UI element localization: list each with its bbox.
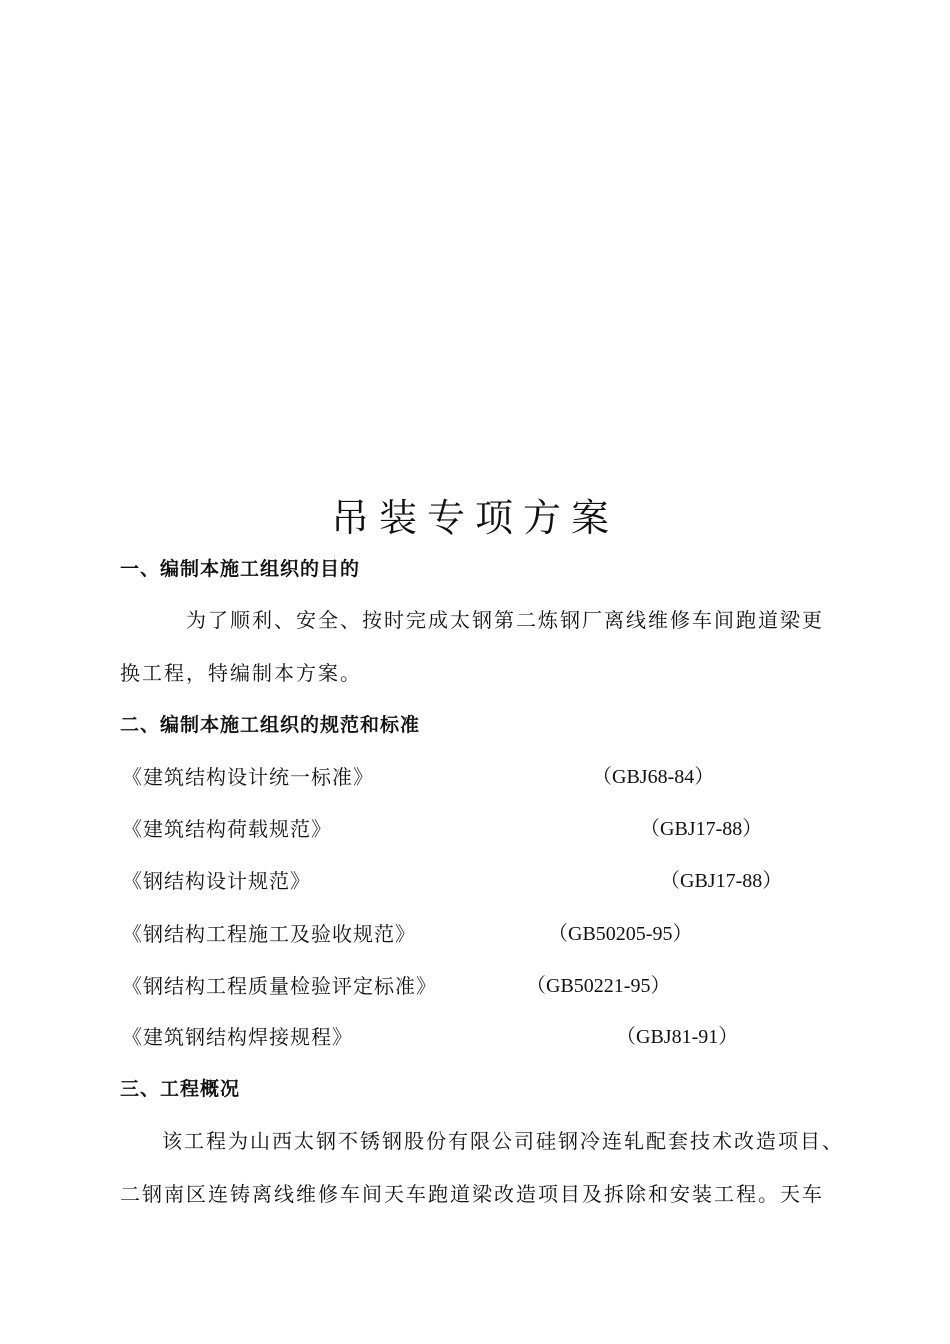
standard-name: 《建筑结构设计统一标准》 — [122, 765, 374, 789]
standard-code: （GBJ17-88） — [660, 870, 783, 892]
standard-name: 《钢结构工程施工及验收规范》 — [122, 922, 416, 946]
standard-name: 《建筑钢结构焊接规程》 — [122, 1025, 353, 1049]
standard-name: 《钢结构工程质量检验评定标准》 — [122, 974, 437, 998]
standard-code: （GBJ17-88） — [640, 818, 763, 840]
standard-name: 《钢结构设计规范》 — [122, 869, 311, 893]
standard-code: （GB50221-95） — [526, 975, 671, 997]
paragraph-line: 该工程为山西太钢不锈钢股份有限公司硅钢冷连轧配套技术改造项目、 — [162, 1129, 844, 1153]
paragraph-line: 二钢南区连铸离线维修车间天车跑道梁改造项目及拆除和安装工程。天车 — [120, 1182, 824, 1206]
section-heading-purpose: 一、编制本施工组织的目的 — [120, 558, 361, 580]
page-title: 吊装专项方案 — [330, 496, 619, 540]
standard-name: 《建筑结构荷载规范》 — [122, 817, 332, 841]
section-heading-overview: 三、工程概况 — [120, 1078, 241, 1100]
section-heading-standards: 二、编制本施工组织的规范和标准 — [120, 714, 421, 736]
paragraph-line: 为了顺利、安全、按时完成太钢第二炼钢厂离线维修车间跑道梁更 — [186, 608, 824, 632]
paragraph-line: 换工程，特编制本方案。 — [120, 661, 362, 685]
standard-code: （GBJ68-84） — [592, 766, 715, 788]
standard-code: （GBJ81-91） — [616, 1026, 739, 1048]
standard-code: （GB50205-95） — [548, 923, 693, 945]
